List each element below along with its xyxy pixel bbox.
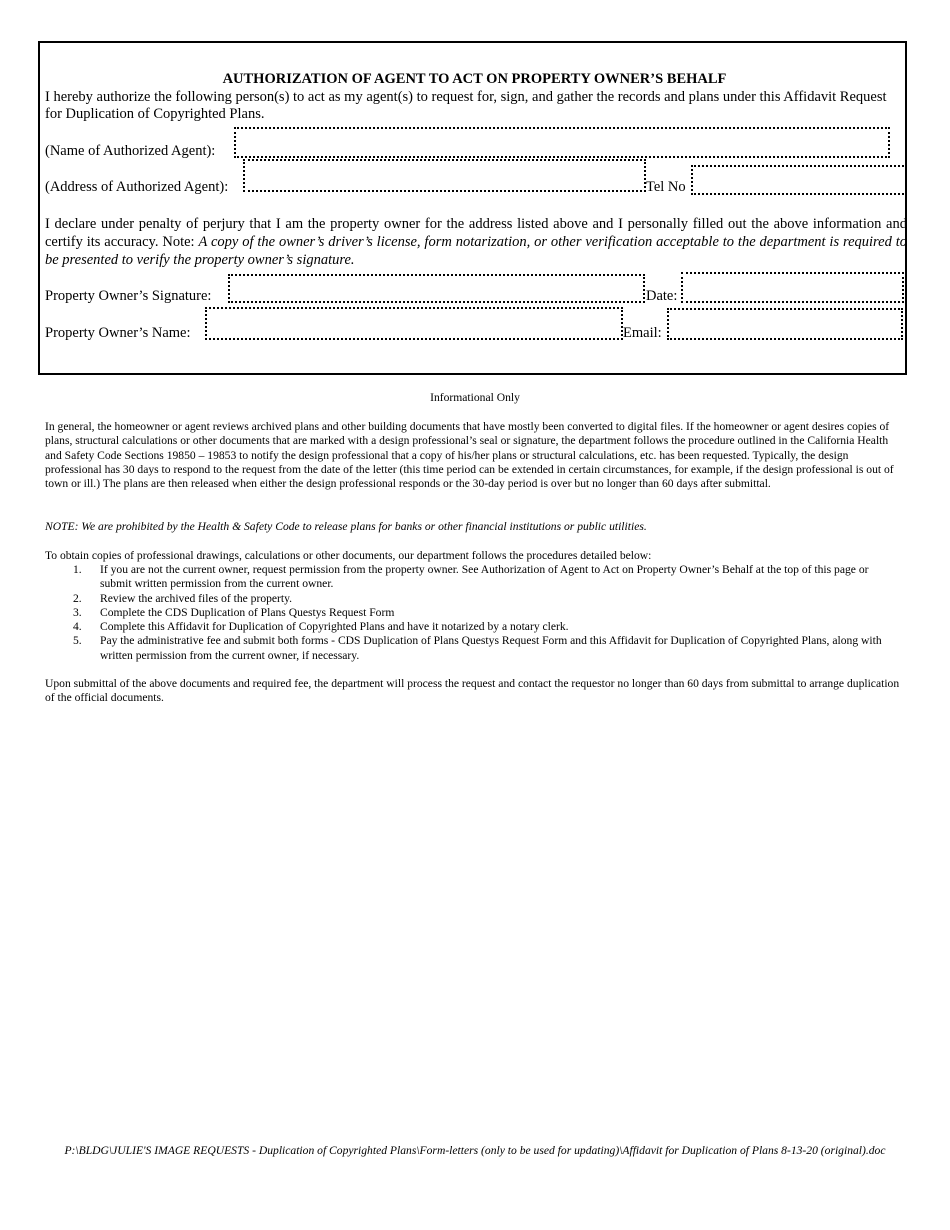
owner-name-label: Property Owner’s Name:: [45, 325, 191, 341]
email-label: Email:: [623, 325, 662, 341]
list-item: [45, 620, 895, 634]
email-field[interactable]: [667, 308, 903, 340]
signature-label: Property Owner’s Signature:: [45, 288, 212, 304]
owner-name-field[interactable]: [205, 307, 623, 340]
authorization-title: AUTHORIZATION OF AGENT TO ACT ON PROPERTY OWNER’S BEHALF: [222, 71, 727, 87]
step-number: 2.: [73, 591, 82, 605]
step-text: Complete the CDS Duplication of Plans Questys Request Form: [100, 605, 395, 619]
list-item: [45, 592, 895, 606]
footer-file-path: P:\BLDG\JULIE'S IMAGE REQUESTS - Duplication of Copyrighted Plans\Form-letters (only to be used for updating)\Affidavit for Duplication of Plans 8-13-20 (original).doc: [64, 1144, 886, 1157]
step-number: 4.: [73, 620, 82, 634]
agent-address-label: (Address of Authorized Agent):: [45, 179, 229, 195]
closing-paragraph: Upon submittal of the above documents and required fee, the department will process the request and contact the requestor no longer than 60 days from submittal to arrange duplication of the official documents.: [45, 677, 900, 705]
tel-field[interactable]: [691, 165, 907, 195]
declaration-text: [45, 215, 907, 269]
tel-label: Tel No: [646, 179, 686, 195]
step-number: 1.: [73, 563, 82, 576]
agent-name-field[interactable]: [234, 127, 890, 158]
signature-field[interactable]: [228, 274, 645, 303]
info-paragraph: In general, the homeowner or agent reviews archived plans and other building documents that have mostly been converted to digital files. If the homeowner or agent desires copies of plans, structural calculations or other documents that are marked with a design professional’s seal or signature, the department follows the procedure outlined in the California Health and Safety Code Sections 19850 – 19853 to notify the design professional that a copy of his/her plans or structural calculations, etc. has been requested. Typically, the design professional has 30 days to respond to the request from the date of the letter (this time period can be extended in certain circumstances, for example, if the design professional is out of town or ill.) The plans are then released when either the design professional responds or the 30-day period is over but no longer than 60 days after submittal.: [45, 420, 894, 491]
agent-name-label: (Name of Authorized Agent):: [45, 143, 216, 159]
steps-intro: To obtain copies of professional drawings, calculations or other documents, our department follows the procedures detailed below:: [45, 549, 652, 562]
authorization-box: [38, 41, 907, 375]
informational-heading: Informational Only: [430, 391, 520, 404]
steps-list: [45, 563, 895, 663]
list-item: [45, 606, 895, 620]
declaration-note: A copy of the owner’s driver’s license, form notarization, or other verification acceptable to the department is required to be presented to verify the property owner’s signature.: [45, 234, 907, 268]
step-number: 5.: [73, 634, 82, 648]
step-text: Pay the administrative fee and submit both forms - CDS Duplication of Plans Questys Request Form and this Affidavit for Duplication of Copyrighted Plans, along with written permission from the current owner, if necessary.: [100, 634, 882, 662]
authorization-intro: I hereby authorize the following person(s) to act as my agent(s) to request for, sign, and gather the records and plans under this Affidavit Request for Duplication of Copyrighted Plans.: [45, 89, 887, 122]
step-text: Review the archived files of the property.: [100, 591, 293, 605]
declaration-plain: I declare under penalty of perjury that I am the property owner for the address listed above and I personally filled out the above information and certify its accuracy. Note:: [45, 216, 907, 250]
agent-address-field[interactable]: [243, 159, 646, 192]
step-text: Complete this Affidavit for Duplication of Copyrighted Plans and have it notarized by a notary clerk.: [100, 620, 569, 634]
step-number: 3.: [73, 605, 82, 619]
list-item: [45, 563, 895, 592]
date-label: Date:: [646, 288, 678, 304]
step-text: If you are not the current owner, request permission from the property owner. See Authorization of Agent to Act on Property Owner’s Behalf at the top of this page or submit written permission from the current owner.: [100, 563, 869, 591]
note-text: NOTE: We are prohibited by the Health & Safety Code to release plans for banks or other financial institutions or public utilities.: [45, 520, 647, 533]
date-field[interactable]: [681, 272, 904, 303]
list-item: [45, 634, 895, 663]
